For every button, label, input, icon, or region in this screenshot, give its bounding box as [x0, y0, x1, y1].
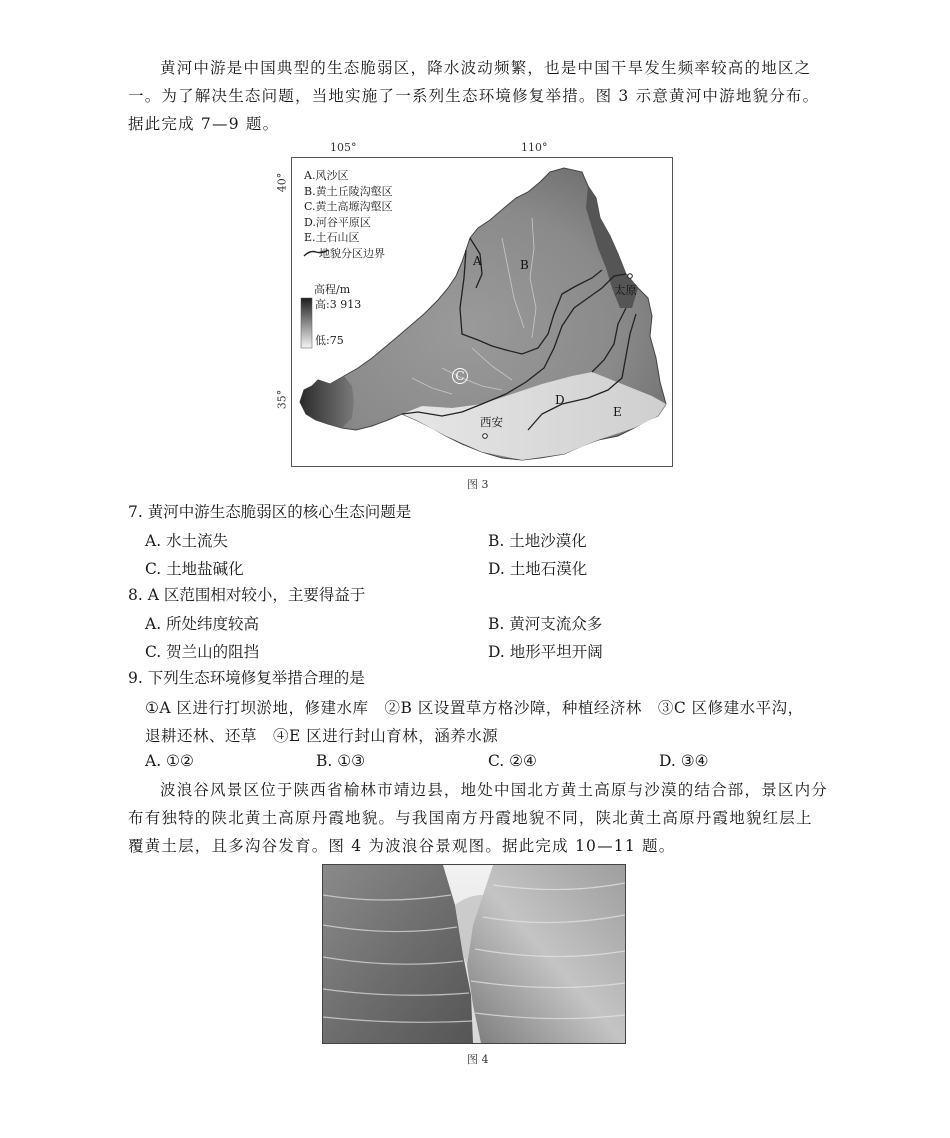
legend-item-b: B.黄土丘陵沟壑区 [304, 184, 393, 198]
q7-option-a: A. 水土流失 [145, 532, 229, 550]
intro-paragraph-2: 波浪谷风景区位于陕西省榆林市靖边县，地处中国北方黄土高原与沙漠的结合部，景区内分布有独特的陕北黄土高原丹霞地貌。与我国南方丹霞地貌不同，陕北黄土高原丹霞地貌红层上覆黄土层，且多沟谷发育。图 4 为波浪谷景观图。据此完成 10—11 题。 [128, 781, 829, 855]
q7-option-c: C. 土地盐碱化 [145, 560, 244, 578]
q7-option-b: B. 土地沙漠化 [488, 532, 587, 550]
city-label-xian: 西安 [480, 415, 503, 429]
figure-4-caption: 图 4 [467, 1053, 489, 1066]
region-label-e: E [613, 405, 622, 419]
region-label-a: A [473, 254, 482, 268]
q9-option-c: C. ②④ [488, 752, 537, 770]
legend-item-c: C.黄土高塬沟壑区 [304, 200, 393, 213]
region-label-d: D [555, 393, 565, 407]
q9-option-b: B. ①③ [316, 752, 366, 770]
legend-item-e: E.土石山区 [304, 231, 360, 244]
q8-option-c: C. 贺兰山的阻挡 [145, 643, 260, 661]
legend-item-d: D.河谷平原区 [304, 215, 371, 229]
wave-valley-photo [322, 864, 626, 1044]
question-8-stem: 8. A 区范围相对较小，主要得益于 [128, 586, 366, 604]
q9-option-a: A. ①② [145, 752, 194, 770]
latitude-tick-35: 35° [275, 389, 289, 410]
figure-3-caption: 图 3 [467, 478, 489, 491]
elevation-title: 高程/m [314, 283, 351, 296]
question-7-stem: 7. 黄河中游生态脆弱区的核心生态问题是 [128, 503, 412, 521]
taiyuan-dot [628, 274, 633, 279]
wave-valley-photo-svg [323, 865, 625, 1043]
latitude-tick-40: 40° [275, 172, 289, 193]
landform-map [291, 157, 673, 467]
q9-statements-line-1: ①A 区进行打坝淤地，修建水库 ②B 区设置草方格沙障，种植经济林 ③C 区修建水平沟， [145, 699, 804, 717]
elevation-low-label: 低:75 [315, 334, 344, 347]
longitude-tick-105: 105° [330, 141, 357, 154]
region-label-b: B [520, 258, 529, 272]
elevation-high-label: 高:3 913 [315, 298, 362, 311]
question-9-stem: 9. 下列生态环境修复举措合理的是 [128, 669, 365, 687]
map-legend [304, 168, 393, 246]
legend-item-a: A.风沙区 [304, 169, 349, 182]
q9-option-d: D. ③④ [659, 752, 709, 770]
q8-option-b: B. 黄河支流众多 [488, 615, 603, 633]
region-label-c: C [452, 368, 468, 384]
elevation-color-bar [301, 298, 312, 348]
longitude-tick-110: 110° [521, 141, 548, 154]
q7-option-d: D. 土地石漠化 [488, 560, 588, 578]
q9-statements-line-2: 退耕还林、还草 ④E 区进行封山育林，涵养水源 [145, 727, 499, 745]
q8-option-a: A. 所处纬度较高 [145, 615, 260, 633]
western-highland [300, 376, 354, 428]
intro-paragraph-1: 黄河中游是中国典型的生态脆弱区，降水波动频繁，也是中国干旱发生频率较高的地区之一。为了解决生态问题，当地实施了一系列生态环境修复举措。图 3 示意黄河中游地貌分布。据此完成 7—9 题。 [128, 59, 820, 133]
legend-boundary-label: 地貌分区边界 [319, 247, 385, 260]
xian-dot [483, 434, 488, 439]
city-label-taiyuan: 太原 [614, 283, 637, 297]
q8-option-d: D. 地形平坦开阔 [488, 643, 603, 661]
